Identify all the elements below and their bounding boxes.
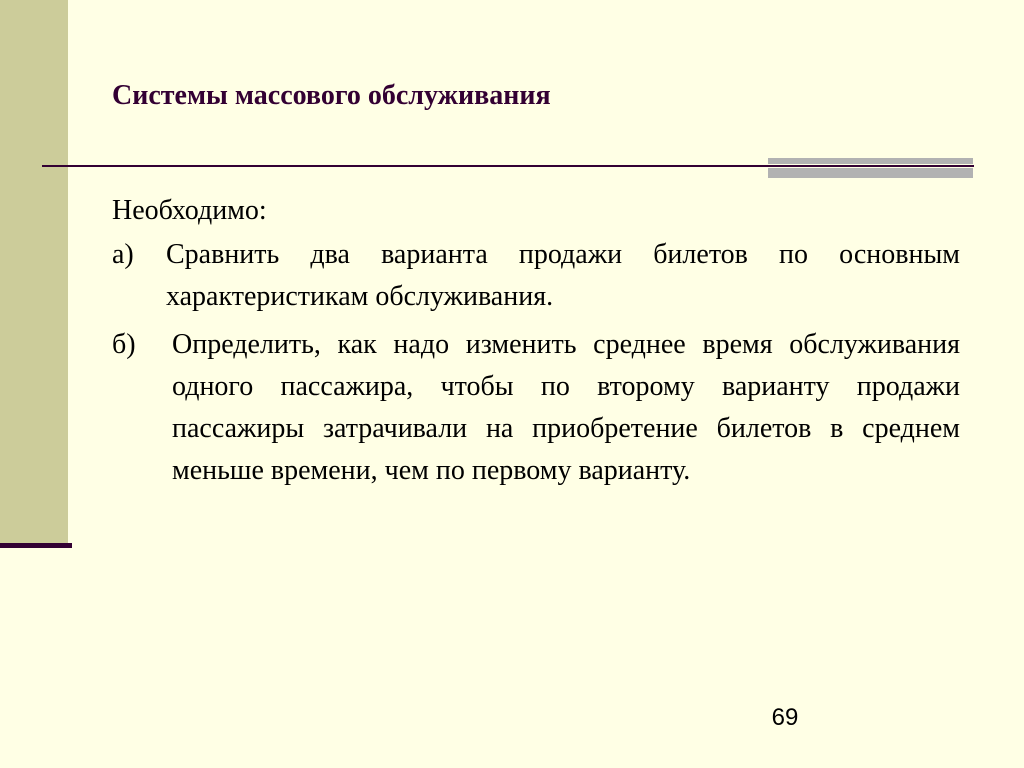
list-item-a (112, 234, 960, 318)
slide-body (112, 190, 960, 498)
list-item-b-text: Определить, как надо изменить среднее время обслуживания одного пассажира, чтобы по второму варианту продажи пассажиры затрачивали на приобретение билетов в среднем меньше времени, чем по первому варианту. (172, 329, 960, 486)
slide-title: Системы массового обслуживания (112, 80, 551, 111)
divider-accent-bar-top (768, 158, 973, 164)
intro-text: Необходимо: (112, 195, 267, 226)
divider-accent-bar-bottom (768, 168, 973, 178)
list-item-a-label: а) (112, 239, 134, 270)
page-number: 69 (771, 704, 799, 731)
left-decorative-band (0, 0, 68, 545)
left-band-underline (0, 543, 72, 548)
list-item-b (112, 324, 960, 492)
divider-accent (768, 158, 973, 178)
list-item-a-text: Сравнить два варианта продажи билетов по основным характеристикам обслуживания. (166, 239, 960, 312)
list-item-b-label: б) (112, 329, 136, 360)
